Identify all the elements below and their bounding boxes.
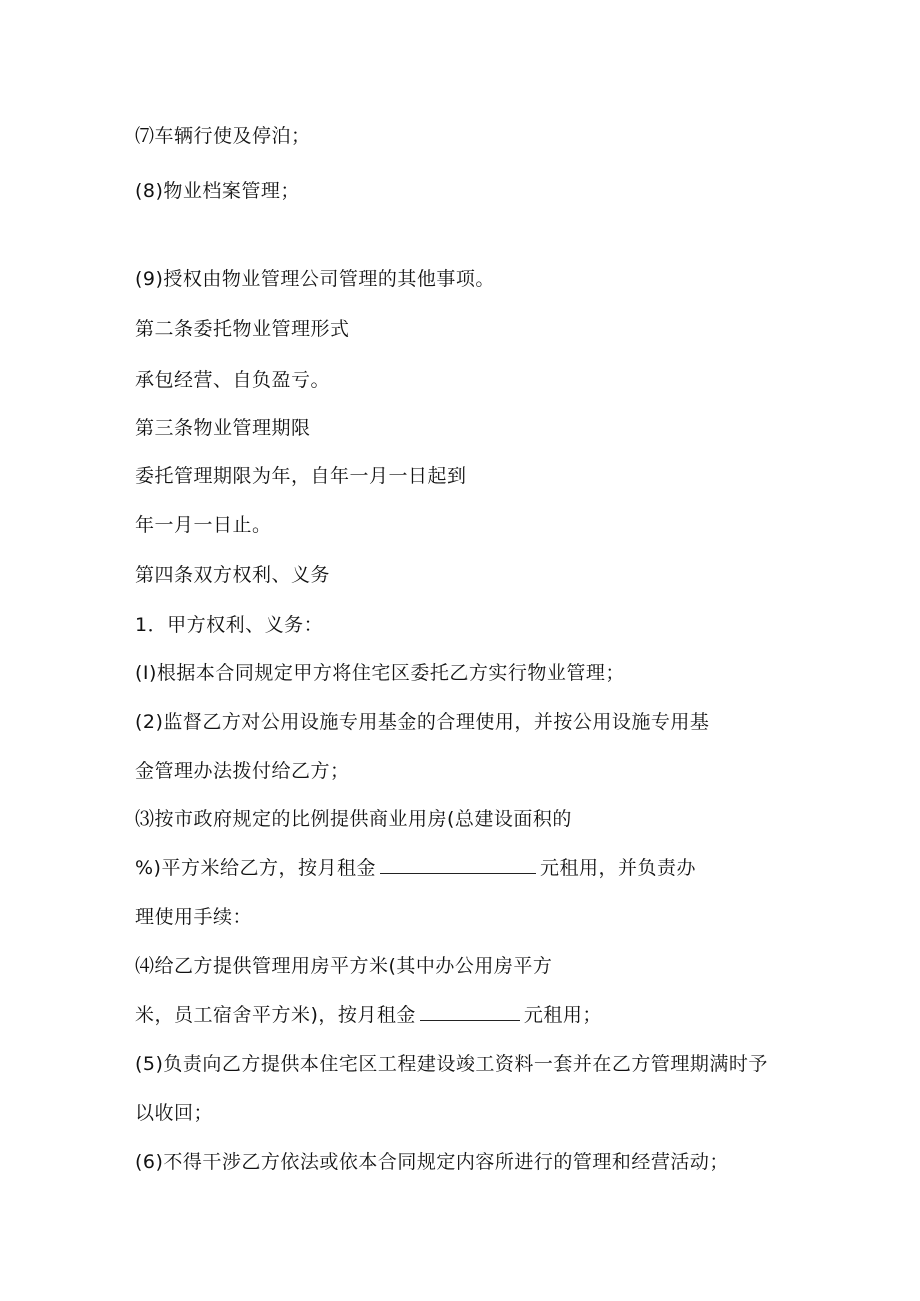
clause-item-9: (9)授权由物业管理公司管理的其他事项。 (135, 268, 495, 290)
article-4-heading: 第四条双方权利、义务 (135, 564, 331, 586)
party-a-item-1: (I)根据本合同规定甲方将住宅区委托乙方实行物业管理； (135, 662, 625, 684)
party-a-item-5-line-1: (5)负责向乙方提供本住宅区工程建设竣工资料一套并在乙方管理期满时予 (135, 1053, 768, 1075)
party-a-item-2-line-2: 金管理办法拨付给乙方； (135, 760, 350, 782)
rent-amount-blank[interactable] (380, 855, 536, 874)
clause-item-7: ⑺车辆行使及停泊； (135, 125, 311, 147)
party-a-item-6: (6)不得干涉乙方依法或依本合同规定内容所进行的管理和经营活动； (135, 1151, 729, 1173)
rent-text-before: 米，员工宿舍平方米)，按月租金 (135, 1004, 416, 1026)
rent-text-after: 元租用，并负责办 (539, 857, 696, 879)
article-2-text: 承包经营、自负盈亏。 (135, 369, 331, 391)
party-a-item-4-line-1: ⑷给乙方提供管理用房平方米(其中办公用房平方 (135, 955, 553, 977)
article-3-text-line-1: 委托管理期限为年，自年一月一日起到 (135, 465, 467, 487)
article-3-heading: 第三条物业管理期限 (135, 417, 311, 439)
party-a-heading: 1．甲方权利、义务： (135, 614, 324, 636)
party-a-item-3-line-1: ⑶按市政府规定的比例提供商业用房(总建设面积的 (135, 808, 572, 830)
party-a-item-3-line-2 (135, 855, 696, 881)
party-a-item-5-line-2: 以收回； (135, 1102, 214, 1124)
article-3-text-line-2: 年一月一日止。 (135, 514, 272, 536)
article-2-heading: 第二条委托物业管理形式 (135, 318, 350, 340)
party-a-item-3-line-3: 理使用手续： (135, 906, 253, 928)
rent-amount-blank[interactable] (420, 1002, 520, 1021)
party-a-item-2-line-1: (2)监督乙方对公用设施专用基金的合理使用，并按公用设施专用基 (135, 711, 710, 733)
rent-text-after: 元租用； (523, 1004, 602, 1026)
clause-item-8: (8)物业档案管理； (135, 180, 300, 202)
rent-text-before: %)平方米给乙方，按月租金 (135, 857, 376, 879)
party-a-item-4-line-2 (135, 1002, 602, 1028)
